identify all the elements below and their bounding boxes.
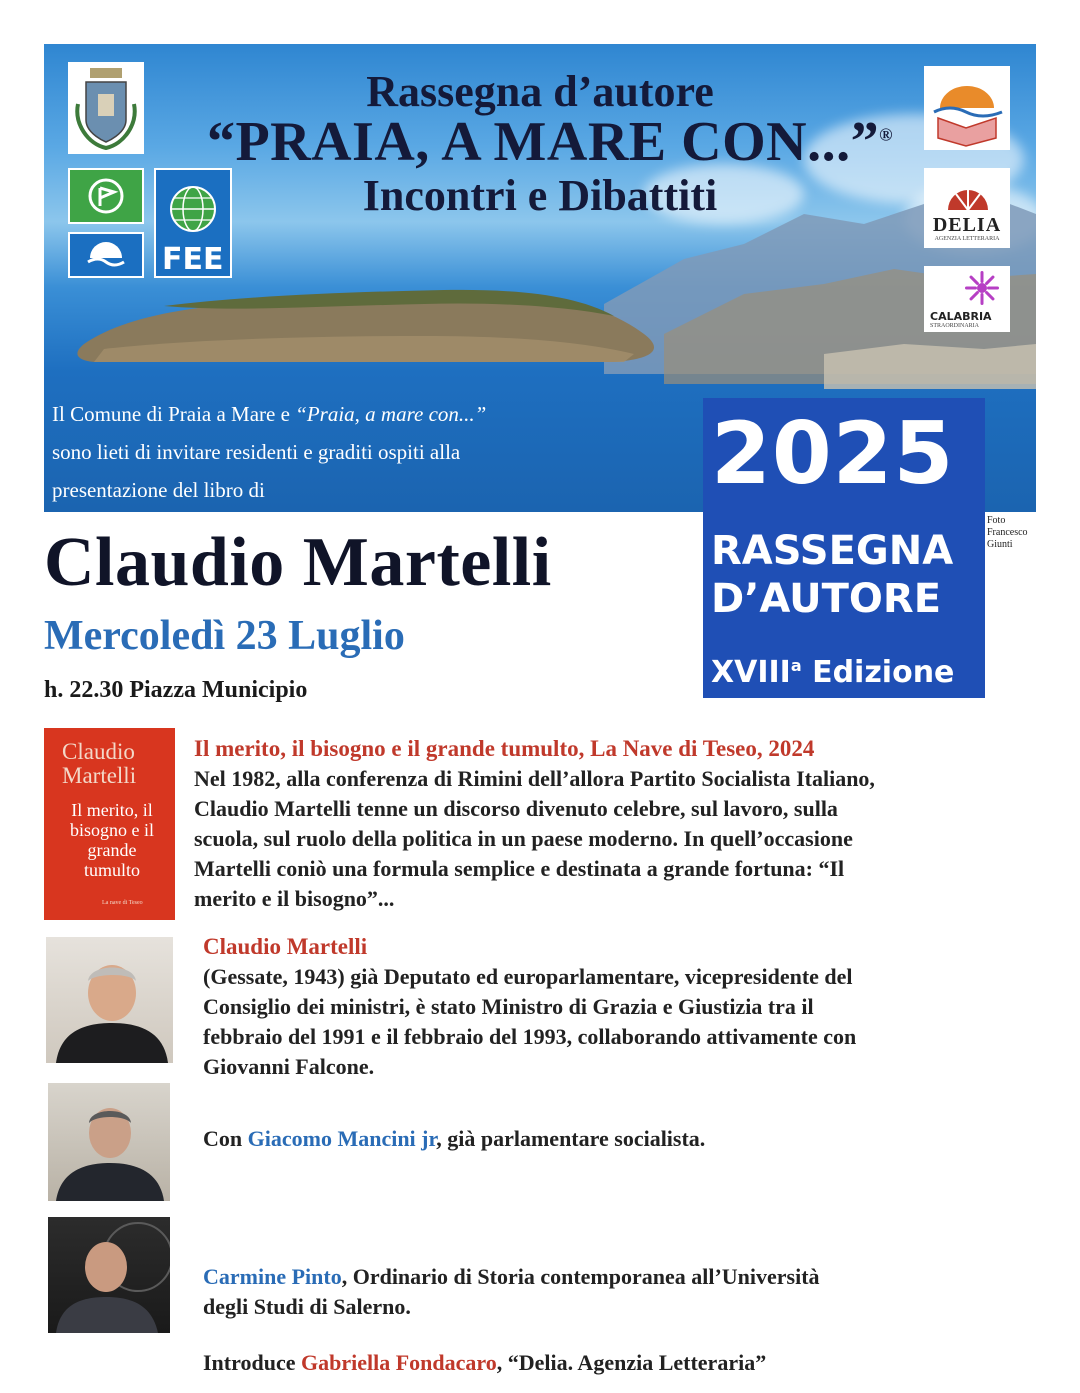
- edition-roman: XVIII: [711, 655, 791, 690]
- book-line-2: Claudio Martelli tenne un discorso divenuto celebre, sul lavoro, sulla: [194, 796, 838, 821]
- book-section: [194, 734, 1034, 914]
- bio-name: Claudio Martelli: [203, 934, 368, 959]
- book-cover: [44, 728, 175, 920]
- bio-line-3: febbraio del 1991 e il febbraio del 1993, collaborando attivamente con: [203, 1024, 857, 1049]
- guest2-photo: [48, 1217, 170, 1333]
- person-silhouette-icon: [46, 937, 173, 1063]
- guest2-text: [203, 1262, 1033, 1322]
- guest2-line-1: [203, 1262, 1033, 1292]
- book-line-4: Martelli coniò una formula semplice e destinata a grande fortuna: “Il: [194, 856, 845, 881]
- calabria-logo: [924, 266, 1010, 332]
- book-heading: Il merito, il bisogno e il grande tumulto, La Nave di Teseo, 2024: [194, 736, 815, 761]
- intro-prefix: Introduce: [203, 1350, 301, 1375]
- person-silhouette-icon: [48, 1217, 170, 1333]
- intro-name: Gabriella Fondacaro: [301, 1350, 497, 1375]
- guest1-photo: [48, 1083, 170, 1201]
- guest2-line-2: degli Studi di Salerno.: [203, 1294, 411, 1319]
- delia-name: DELIA: [932, 214, 1002, 236]
- calabria-flower-icon: [926, 268, 1008, 308]
- author-name: Claudio Martelli: [44, 524, 552, 601]
- fee-label: FEE: [162, 242, 224, 277]
- badge-year: 2025: [711, 404, 955, 504]
- guest2-suffix: , Ordinario di Storia contemporanea all’Università: [341, 1264, 820, 1289]
- person-silhouette-icon: [48, 1083, 170, 1201]
- credit-line-2: Francesco: [987, 527, 1028, 538]
- book-line-5: merito e il bisogno”...: [194, 886, 395, 911]
- photo-credit: [987, 515, 1047, 551]
- invite-line-2: sono lieti di invitare residenti e graditi ospiti alla: [52, 440, 461, 464]
- invite-italic: “Praia, a mare con...”: [295, 402, 487, 426]
- badge-dautore: D’AUTORE: [711, 576, 942, 622]
- calabria-subtitle: STRAORDINARIA: [930, 323, 980, 329]
- guest1-suffix: , già parlamentare socialista.: [436, 1126, 706, 1151]
- bio-section: [203, 932, 1033, 1082]
- author-photo: [46, 937, 173, 1063]
- guest2-name: Carmine Pinto: [203, 1264, 342, 1289]
- calabria-name: CALABRIA: [930, 310, 992, 323]
- intro-suffix: , “Delia. Agenzia Letteraria”: [496, 1350, 767, 1375]
- book-line-3: scuola, sul ruolo della politica in un paese moderno. In quell’occasione: [194, 826, 853, 851]
- header-title: Rassegna d’autore: [366, 67, 714, 116]
- guest1-text: [203, 1124, 1033, 1154]
- blue-flag-icon: [70, 234, 142, 276]
- edition-word: Edizione: [801, 655, 955, 690]
- cover-publisher: La nave di Teseo: [102, 900, 143, 906]
- bio-line-4: Giovanni Falcone.: [203, 1054, 375, 1079]
- edition-sup: a: [790, 656, 802, 675]
- badge-edition: [711, 648, 954, 691]
- delia-subtitle: AGENZIA LETTERARIA: [934, 236, 1000, 242]
- invite-line-3: presentazione del libro di: [52, 478, 265, 502]
- invitation-text: [52, 395, 612, 509]
- guest1-prefix: Con: [203, 1126, 248, 1151]
- blue-flag-logo: [68, 232, 144, 278]
- registered-mark: ®: [879, 124, 894, 145]
- book-line-1: Nel 1982, alla conferenza di Rimini dell’allora Partito Socialista Italiano,: [194, 766, 875, 791]
- event-date: Mercoledì 23 Luglio: [44, 613, 405, 659]
- credit-line-3: Giunti: [987, 539, 1013, 550]
- badge-rassegna: RASSEGNA: [711, 528, 954, 574]
- credit-line-1: Foto: [987, 515, 1006, 526]
- cover-author: Claudio Martelli: [62, 739, 137, 788]
- invite-line-1: [52, 395, 612, 433]
- event-time-place: h. 22.30 Piazza Municipio: [44, 677, 308, 703]
- invite-part1: Il Comune di Praia a Mare e: [52, 402, 296, 426]
- edition-badge: [703, 398, 985, 698]
- event-name-text: “PRAIA, A MARE CON...”: [206, 111, 880, 173]
- guest1-name: Giacomo Mancini jr: [247, 1126, 437, 1151]
- bio-line-1: (Gessate, 1943) già Deputato ed europarlamentare, vicepresidente del: [203, 964, 853, 989]
- bio-line-2: Consiglio dei ministri, è stato Ministro di Grazia e Giustizia tra il: [203, 994, 814, 1019]
- header-event-name: [0, 110, 1080, 174]
- cover-title: Il merito, il bisogno e il grande tumulto: [70, 800, 154, 880]
- intro-text: [203, 1348, 1033, 1378]
- header-subtitle: Incontri e Dibattiti: [362, 171, 718, 220]
